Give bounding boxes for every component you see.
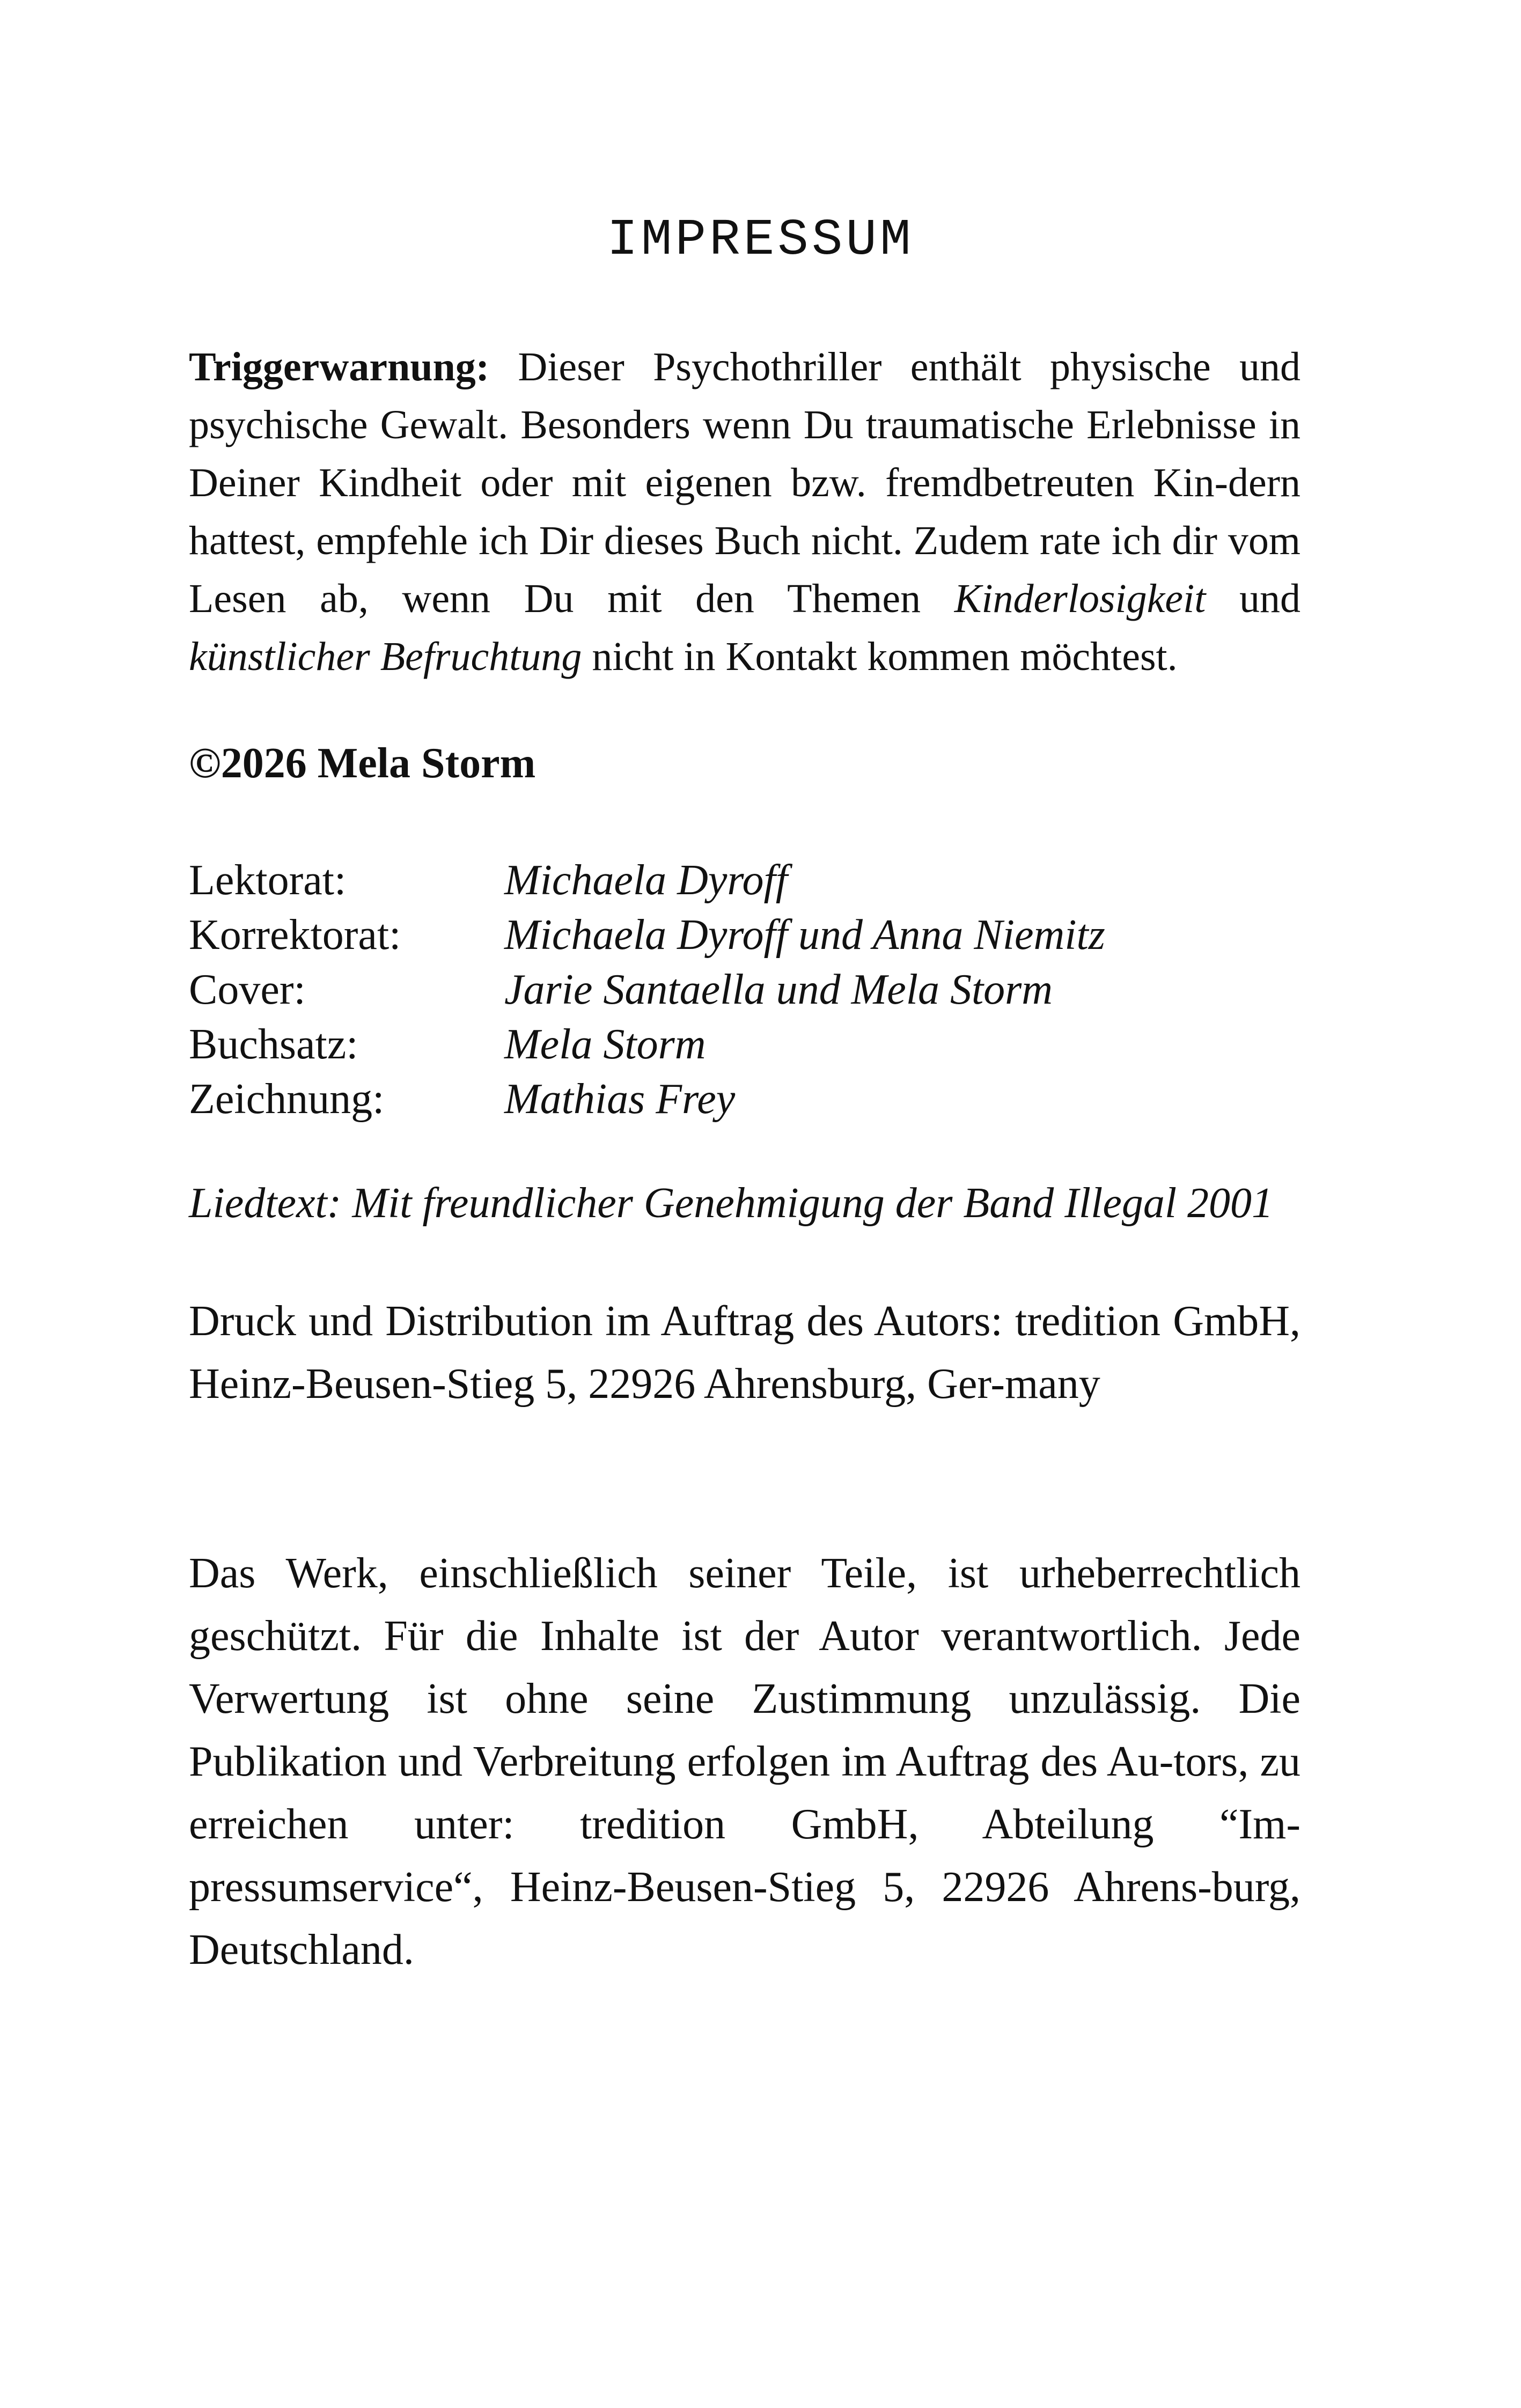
trigger-warning-label: Triggerwarnung: [189, 344, 490, 389]
credit-name: Mela Storm [504, 1020, 706, 1068]
credit-name: Jarie Santaella und Mela Storm [504, 966, 1053, 1013]
lyrics-permission-note: Liedtext: Mit freundlicher Genehmigung der Band Illegal 2001 [189, 1180, 1274, 1227]
copyright-line: ©2026 Mela Storm [189, 740, 536, 787]
credit-role: Zeichnung: [189, 1075, 385, 1123]
trigger-warning-conjunction: und [1206, 576, 1300, 621]
credit-role: Buchsatz: [189, 1020, 358, 1068]
topic-artificial-insemination: künstlicher Befruchtung [189, 634, 582, 679]
credit-role: Cover: [189, 966, 306, 1013]
credit-row [189, 962, 1105, 1017]
trigger-warning-paragraph [189, 338, 1300, 686]
credit-row [189, 1072, 1105, 1126]
copyright-notice-paragraph: Das Werk, einschließlich seiner Teile, ist urheberrechtlich geschützt. Für die Inhalte ist der Autor verantwortlich. Jede Verwertung ist ohne seine Zustimmung unzulässig. Die Publikation und Verbreitung erfolgen im Auftrag des Au-tors, zu erreichen unter: tredition GmbH, Abteilung “Im-pressumservice“, Heinz-Beusen-Stieg 5, 22926 Ahrens-burg, Deutschland. [189, 1550, 1300, 1973]
credit-name: Michaela Dyroff [504, 856, 788, 904]
credit-row [189, 908, 1105, 962]
credit-role: Lektorat: [189, 856, 347, 904]
page-title: IMPRESSUM [607, 211, 914, 269]
credits-table [189, 853, 1105, 1126]
credit-name: Michaela Dyroff und Anna Niemitz [504, 911, 1105, 959]
credit-row [189, 853, 1105, 908]
credit-name: Mathias Frey [504, 1075, 736, 1123]
credit-row [189, 1017, 1105, 1072]
print-distribution-paragraph: Druck und Distribution im Auftrag des Autors: tredition GmbH, Heinz-Beusen-Stieg 5, 22926 Ahrensburg, Ger-many [189, 1298, 1300, 1408]
trigger-warning-ending: nicht in Kontakt kommen möchtest. [582, 634, 1178, 679]
credit-role: Korrektorat: [189, 911, 401, 959]
topic-childlessness: Kinderlosigkeit [954, 576, 1206, 621]
trigger-warning-text: Dieser Psychothriller enthält physische und psychische Gewalt. Besonders wenn Du traumatische Erlebnisse in Deiner Kindheit oder mit eigenen bzw. fremdbetreuten Kin-dern hattest, empfehle ich Dir dieses Buch nicht. Zudem rate ich dir vom Lesen ab, wenn Du mit den Themen [189, 344, 1300, 621]
